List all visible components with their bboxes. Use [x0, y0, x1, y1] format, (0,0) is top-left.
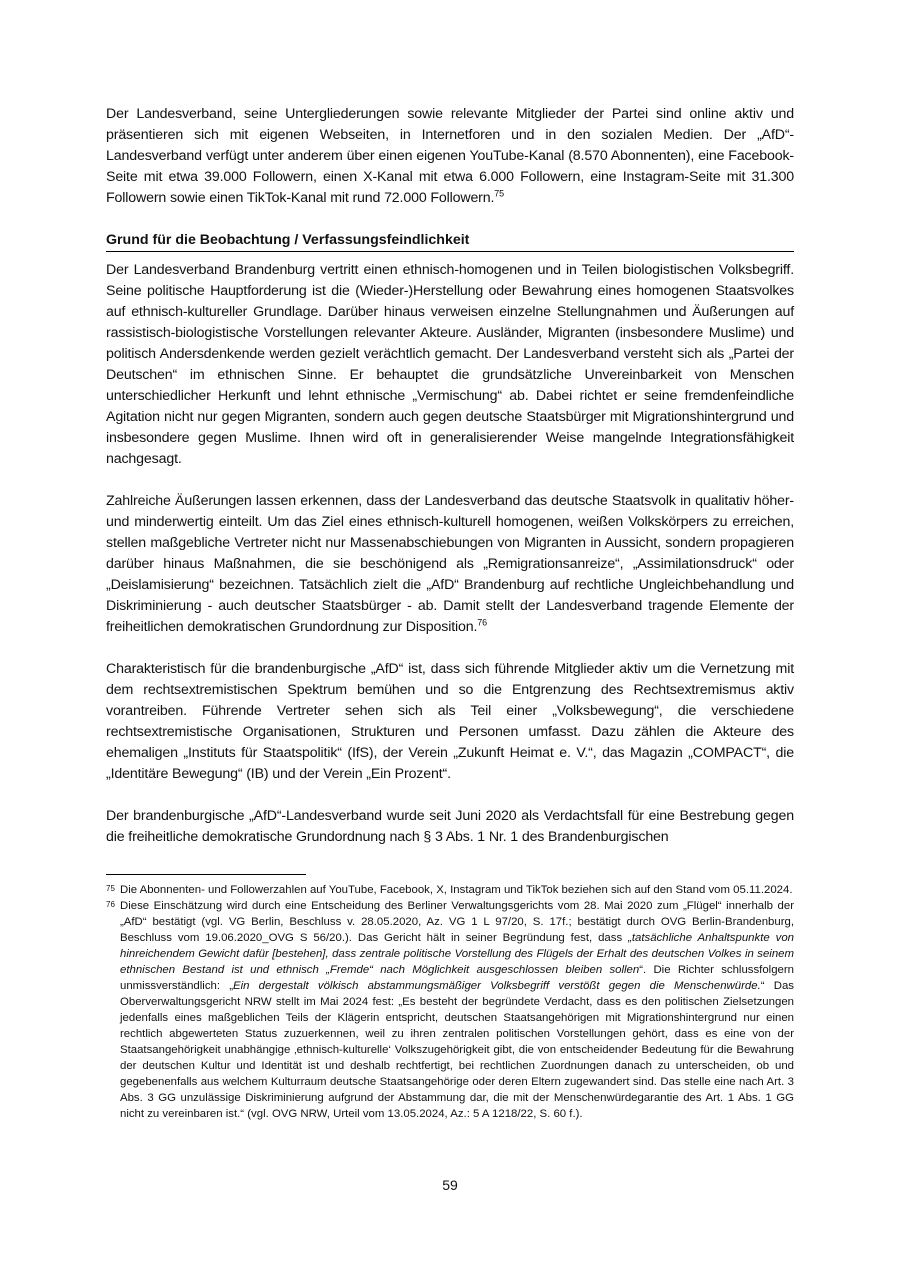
footnote-76 [106, 898, 794, 1122]
paragraph-4: Der brandenburgische „AfD“-Landesverband wurde seit Juni 2020 als Verdachtsfall für eine Bestrebung gegen die freiheitliche demokratische Grundordnung nach § 3 Abs. 1 Nr. 1 des Brandenburgischen [106, 808, 794, 845]
footnote-text-part: “ Das Oberverwaltungsgericht NRW stellt im Mai 2024 fest: „Es besteht der begründete Verdacht, dass es den politischen Zielsetzungen jedenfalls eines maßgeblichen Teils der Klägerin entspricht, deutschen Staatsangehörigen mit Migrationshintergrund nur einen rechtlich abgewerteten Status zuzuerkennen, weil zu ihren zentralen politischen Vorstellungen gehört, dass es eine von der Staatsangehörigkeit unabhängige ‚ethnisch-kulturelle‘ Volkszugehörigkeit gibt, die von entscheidender Bedeutung für die Bewahrung der deutschen Kultur und Identität ist und deshalb rechtfertigt, bei rechtlichen Zuordnungen danach zu unterscheiden, ob und gegebenenfalls aus welchem Kulturraum deutsche Staatsangehörige oder deren Eltern zugewandert sind. Das stelle eine nach Art. 3 Abs. 3 GG unzulässige Diskriminierung aufgrund der Abstammung dar, die mit der Menschenwürdegarantie des Art. 1 Abs. 1 GG nicht zu vereinbaren ist.“ (vgl. OVG NRW, Urteil vom 13.05.2024, Az.: 5 A 1218/22, S. 60 f.). [120, 980, 794, 1120]
footnote-text-part: Diese Einschätzung wird durch eine Entscheidung des Berliner Verwaltungsgerichts vom 28. Mai 2020 zum „Flügel“ innerhalb der „AfD“ bestätigt (vgl. VG Berlin, Beschluss v. 28.05.2020, Az. VG 1 L 97/20, S. 17f.; bestätigt durch OVG Berlin-Brandenburg, Beschluss vom 19.06.2020_OVG S 56/20.). Das Gericht hält in seiner Begründung fest, dass [120, 900, 794, 944]
paragraph-2 [106, 491, 794, 638]
paragraph-3: Charakteristisch für die brandenburgische „AfD“ ist, dass sich führende Mitglieder aktiv um die Vernetzung mit dem rechtsextremistischen Spektrum bemühen und so die Entgrenzung des Rechtsextremismus aktiv vorantreiben. Führende Vertreter sehen sich als Teil einer „Volksbewegung“, die verschiedene rechtsextremistische Organisationen, Strukturen und Personen umfasst. Dazu zählen die Akteure des ehemaligen „Instituts für Staatspolitik“ (IfS), der Verein „Zukunft Heimat e. V.“, das Magazin „COMPACT“, die „Identitäre Bewegung“ (IB) und der Verein „Ein Prozent“. [106, 661, 794, 782]
footnote-ref-75: 75 [494, 188, 505, 199]
paragraph-1: Der Landesverband Brandenburg vertritt einen ethnisch-homogenen und in Teilen biologistischen Volksbegriff. Seine politische Hauptforderung ist die (Wieder-)Herstellung oder Bewahrung eines homogenen Staatsvolkes auf ethnisch-kultureller Grundlage. Darüber hinaus verweisen einzelne Stellungnahmen und Äußerungen auf rassistisch-biologistische Vorstellungen relevanter Akteure. Ausländer, Migranten (insbesondere Muslime) und politisch Andersdenkende werden gezielt verächtlich gemacht. Der Landesverband versteht sich als „Partei der Deutschen“ im ethnischen Sinne. Er behauptet die grundsätzliche Unvereinbarkeit von Menschen unterschiedlicher Herkunft und lehnt ethnische „Vermischung“ ab. Dabei richtet er seine fremdenfeindliche Agitation nicht nur gegen Migranten, sondern auch gegen deutsche Staatsbürger mit Migrationshintergrund und insbesondere gegen Muslime. Ihnen wird oft in generalisierender Weise mangelnde Integrationsfähigkeit nachgesagt. [106, 262, 794, 467]
page-number: 59 [442, 1177, 458, 1193]
main-text [106, 104, 794, 869]
footnote-75 [106, 882, 794, 898]
section-heading: Grund für die Beobachtung / Verfassungsfeindlichkeit [106, 230, 794, 252]
footnote-number: 76 [106, 900, 115, 909]
footnotes [106, 882, 794, 1122]
intro-paragraph-text: Der Landesverband, seine Untergliederungen sowie relevante Mitglieder der Partei sind online aktiv und präsentieren sich mit eigenen Webseiten, in Internetforen und in den sozialen Medien. Der „AfD“-Landesverband verfügt unter anderem über einen eigenen YouTube-Kanal (8.570 Abonnenten), eine Facebook-Seite mit etwa 39.000 Followern, einen X-Kanal mit etwa 6.000 Followern, eine Instagram-Seite mit 31.300 Followern sowie einen TikTok-Kanal mit rund 72.000 Followern. [106, 106, 794, 206]
paragraph-2-text: Zahlreiche Äußerungen lassen erkennen, dass der Landesverband das deutsche Staatsvolk in qualitativ höher- und minderwertig einteilt. Um das Ziel eines ethnisch-kulturell homogenen, weißen Volkskörpers zu erreichen, stellen maßgebliche Vertreter nicht nur Massenabschiebungen von Migranten in Aussicht, sondern propagieren darüber hinaus Maßnahmen, die sie beschönigend als „Remigrationsanreize“, „Assimilationsdruck“ oder „Deislamisierung“ bezeichnen. Tatsächlich zielt die „AfD“ Brandenburg auf rechtliche Ungleichbehandlung und Diskriminierung - auch deutscher Staatsbürger - ab. Damit stellt der Landesverband tragende Elemente der freiheitlichen demokratischen Grundordnung zur Disposition. [106, 493, 794, 635]
court-quote-italic: „tatsächliche Anhaltspunkte von hinreichendem Gewicht dafür [bestehen], dass zentrale politische Vorstellung des Flügels der Erhalt des deutschen Volkes in seinem ethnischen Bestand ist und ethnisch „Fremde“ nach Möglichkeit ausgeschlossen bleiben sollen [120, 932, 794, 976]
footnote-number: 75 [106, 884, 115, 893]
court-quote-italic: Ein dergestalt völkisch abstammungsmäßiger Volksbegriff verstößt gegen die Menschenwürde. [233, 980, 761, 992]
footnote-text-part: “. Die Richter schlussfolgern unmissverständlich: „ [120, 964, 794, 992]
footnote-separator [106, 874, 306, 875]
footnote-ref-76: 76 [477, 617, 487, 628]
footnote-text [120, 898, 794, 1122]
intro-paragraph [106, 104, 794, 209]
footnote-text: Die Abonnenten- und Followerzahlen auf YouTube, Facebook, X, Instagram und TikTok beziehen sich auf den Stand vom 05.11.2024. [120, 884, 793, 896]
